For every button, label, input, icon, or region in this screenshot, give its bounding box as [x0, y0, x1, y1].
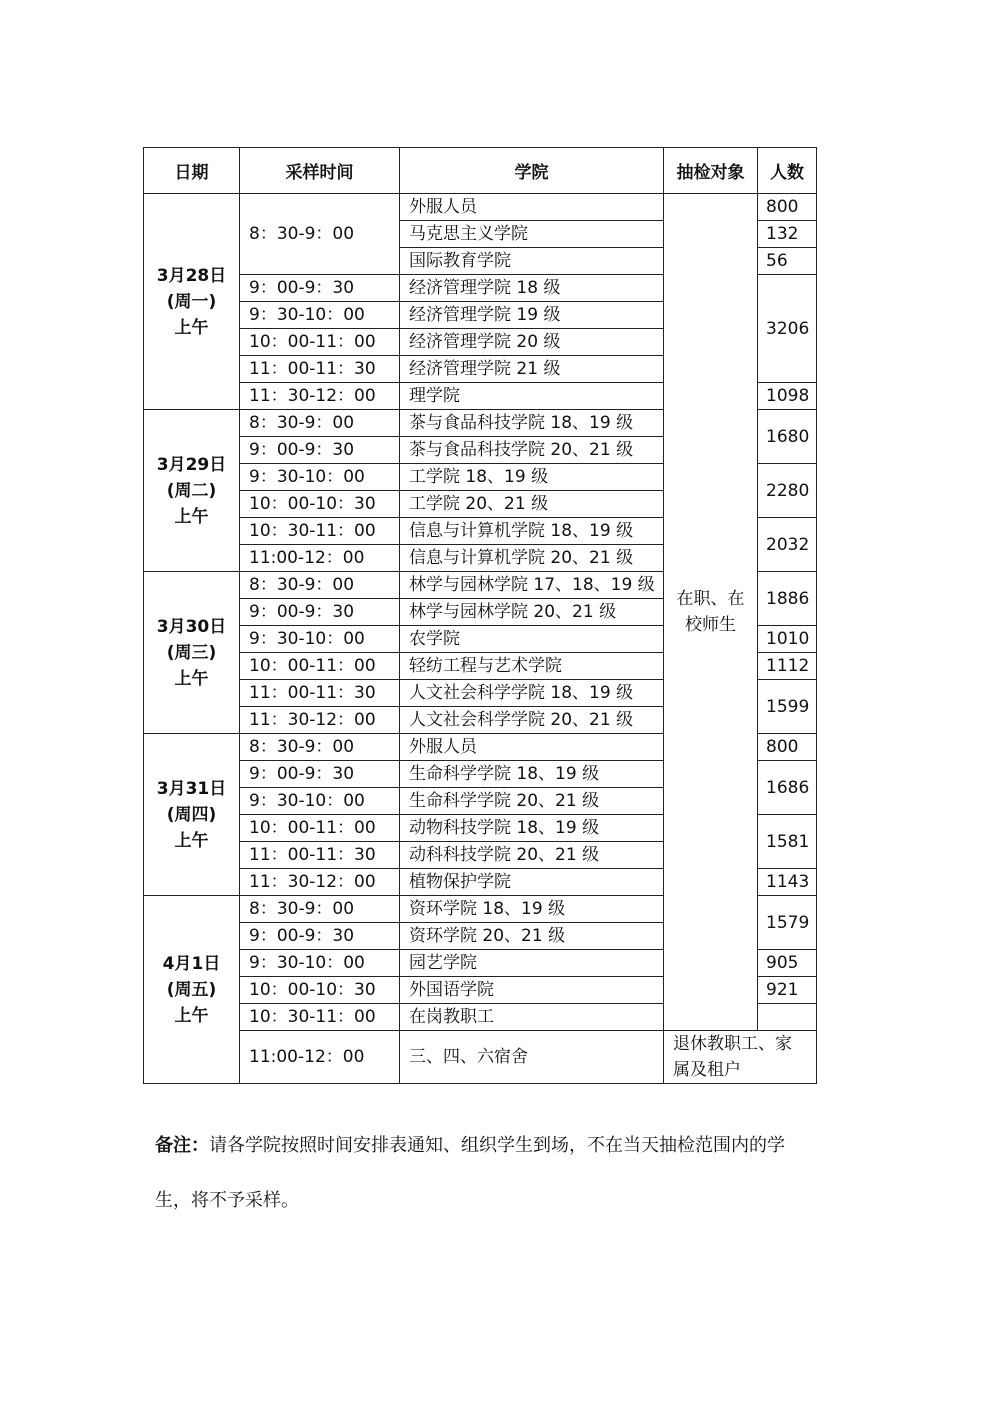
college-cell: 三、四、六宿舍: [400, 1031, 664, 1084]
target-text: 退休教职工、家: [673, 1034, 792, 1054]
college-cell: 外国语学院: [400, 977, 664, 1004]
date-cell: [144, 734, 240, 896]
college-cell: 经济管理学院 18 级: [400, 275, 664, 302]
college-cell: 经济管理学院 20 级: [400, 329, 664, 356]
college-cell: 茶与食品科技学院 18、19 级: [400, 410, 664, 437]
count-cell: 905: [758, 950, 817, 977]
time-cell: 9：00-9：30: [240, 437, 400, 464]
header-count: 人数: [758, 148, 817, 194]
time-cell: 10：00-11：00: [240, 329, 400, 356]
count-cell: 1143: [758, 869, 817, 896]
time-cell: 9：30-10：00: [240, 302, 400, 329]
count-cell: 56: [758, 248, 817, 275]
college-cell: 信息与计算机学院 20、21 级: [400, 545, 664, 572]
time-cell: 11:00-12：00: [240, 545, 400, 572]
remark-line: 生，将不予采样。: [155, 1190, 299, 1211]
target-cell: [664, 1031, 817, 1084]
time-cell: 10：00-10：30: [240, 977, 400, 1004]
college-cell: 马克思主义学院: [400, 221, 664, 248]
time-cell: 10：30-11：00: [240, 518, 400, 545]
college-cell: 国际教育学院: [400, 248, 664, 275]
count-cell: 1686: [758, 761, 817, 815]
period-text: 上午: [174, 830, 209, 851]
college-cell: 信息与计算机学院 18、19 级: [400, 518, 664, 545]
target-text: 校师生: [685, 615, 736, 635]
table-row: [144, 1031, 817, 1084]
count-cell: 1579: [758, 896, 817, 950]
time-cell: 8：30-9：00: [240, 896, 400, 923]
time-cell: 11：30-12：00: [240, 869, 400, 896]
sampling-schedule-table: [143, 147, 817, 1084]
college-cell: 茶与食品科技学院 20、21 级: [400, 437, 664, 464]
time-cell: 9：30-10：00: [240, 788, 400, 815]
weekday-text: (周二): [166, 480, 217, 501]
college-cell: 人文社会科学学院 20、21 级: [400, 707, 664, 734]
time-cell: 9：00-9：30: [240, 275, 400, 302]
time-cell: 10：00-11：00: [240, 653, 400, 680]
date-cell: [144, 194, 240, 410]
weekday-text: (周四): [166, 804, 217, 825]
count-cell: 1680: [758, 410, 817, 464]
remark-line: [155, 1118, 855, 1173]
header-college: 学院: [400, 148, 664, 194]
weekday-text: (周三): [166, 642, 217, 663]
weekday-text: (周五): [166, 979, 217, 1000]
time-cell: 8：30-9：00: [240, 194, 400, 275]
header-target: 抽检对象: [664, 148, 758, 194]
time-cell: 10：30-11：00: [240, 1004, 400, 1031]
college-cell: 在岗教职工: [400, 1004, 664, 1031]
college-cell: 林学与园林学院 20、21 级: [400, 599, 664, 626]
college-cell: 经济管理学院 19 级: [400, 302, 664, 329]
time-cell: 8：30-9：00: [240, 410, 400, 437]
period-text: 上午: [174, 668, 209, 689]
count-cell: 3206: [758, 275, 817, 383]
header-row: [144, 148, 817, 194]
count-cell: 2032: [758, 518, 817, 572]
college-cell: 资环学院 18、19 级: [400, 896, 664, 923]
college-cell: 工学院 18、19 级: [400, 464, 664, 491]
date-cell: [144, 896, 240, 1084]
count-cell: 1112: [758, 653, 817, 680]
college-cell: 人文社会科学学院 18、19 级: [400, 680, 664, 707]
remark-text: 请各学院按照时间安排表通知、组织学生到场，不在当天抽检范围内的学: [209, 1135, 785, 1156]
count-cell: 1886: [758, 572, 817, 626]
count-cell: 800: [758, 734, 817, 761]
date-text: 3月30日: [156, 616, 227, 637]
date-text: 4月1日: [162, 953, 221, 974]
time-cell: 9：00-9：30: [240, 599, 400, 626]
count-cell-empty: [758, 1004, 817, 1031]
date-cell: [144, 410, 240, 572]
header-date: 日期: [144, 148, 240, 194]
college-cell: 资环学院 20、21 级: [400, 923, 664, 950]
time-cell: 11:00-12：00: [240, 1031, 400, 1084]
header-time: 采样时间: [240, 148, 400, 194]
college-cell: 工学院 20、21 级: [400, 491, 664, 518]
time-cell: 11：30-12：00: [240, 707, 400, 734]
college-cell: 植物保护学院: [400, 869, 664, 896]
period-text: 上午: [174, 317, 209, 338]
target-text: 属及租户: [673, 1060, 741, 1080]
time-cell: 9：30-10：00: [240, 464, 400, 491]
remark-label: 备注：: [155, 1135, 209, 1156]
count-cell: 1581: [758, 815, 817, 869]
count-cell: 1599: [758, 680, 817, 734]
time-cell: 10：00-10：30: [240, 491, 400, 518]
college-cell: 轻纺工程与艺术学院: [400, 653, 664, 680]
college-cell: 生命科学学院 20、21 级: [400, 788, 664, 815]
time-cell: 11：00-11：30: [240, 842, 400, 869]
time-cell: 8：30-9：00: [240, 572, 400, 599]
remark-note: [155, 1118, 855, 1228]
college-cell: 外服人员: [400, 734, 664, 761]
target-cell: [664, 194, 758, 1031]
date-text: 3月31日: [156, 778, 227, 799]
count-cell: 1010: [758, 626, 817, 653]
time-cell: 9：30-10：00: [240, 626, 400, 653]
weekday-text: (周一): [166, 291, 217, 312]
college-cell: 经济管理学院 21 级: [400, 356, 664, 383]
count-cell: 132: [758, 221, 817, 248]
college-cell: 林学与园林学院 17、18、19 级: [400, 572, 664, 599]
college-cell: 生命科学学院 18、19 级: [400, 761, 664, 788]
college-cell: 农学院: [400, 626, 664, 653]
time-cell: 11：30-12：00: [240, 383, 400, 410]
time-cell: 9：00-9：30: [240, 761, 400, 788]
college-cell: 动科科技学院 20、21 级: [400, 842, 664, 869]
date-text: 3月29日: [156, 454, 227, 475]
time-cell: 8：30-9：00: [240, 734, 400, 761]
count-cell: 2280: [758, 464, 817, 518]
date-text: 3月28日: [156, 265, 227, 286]
period-text: 上午: [174, 1005, 209, 1026]
count-cell: 1098: [758, 383, 817, 410]
time-cell: 11：00-11：30: [240, 356, 400, 383]
college-cell: 外服人员: [400, 194, 664, 221]
college-cell: 动物科技学院 18、19 级: [400, 815, 664, 842]
count-cell: 921: [758, 977, 817, 1004]
college-cell: 理学院: [400, 383, 664, 410]
college-cell: 园艺学院: [400, 950, 664, 977]
table-row: [144, 194, 817, 221]
target-text: 在职、在: [676, 589, 745, 609]
date-cell: [144, 572, 240, 734]
count-cell: 800: [758, 194, 817, 221]
time-cell: 9：30-10：00: [240, 950, 400, 977]
time-cell: 11：00-11：30: [240, 680, 400, 707]
period-text: 上午: [174, 506, 209, 527]
time-cell: 9：00-9：30: [240, 923, 400, 950]
time-cell: 10：00-11：00: [240, 815, 400, 842]
